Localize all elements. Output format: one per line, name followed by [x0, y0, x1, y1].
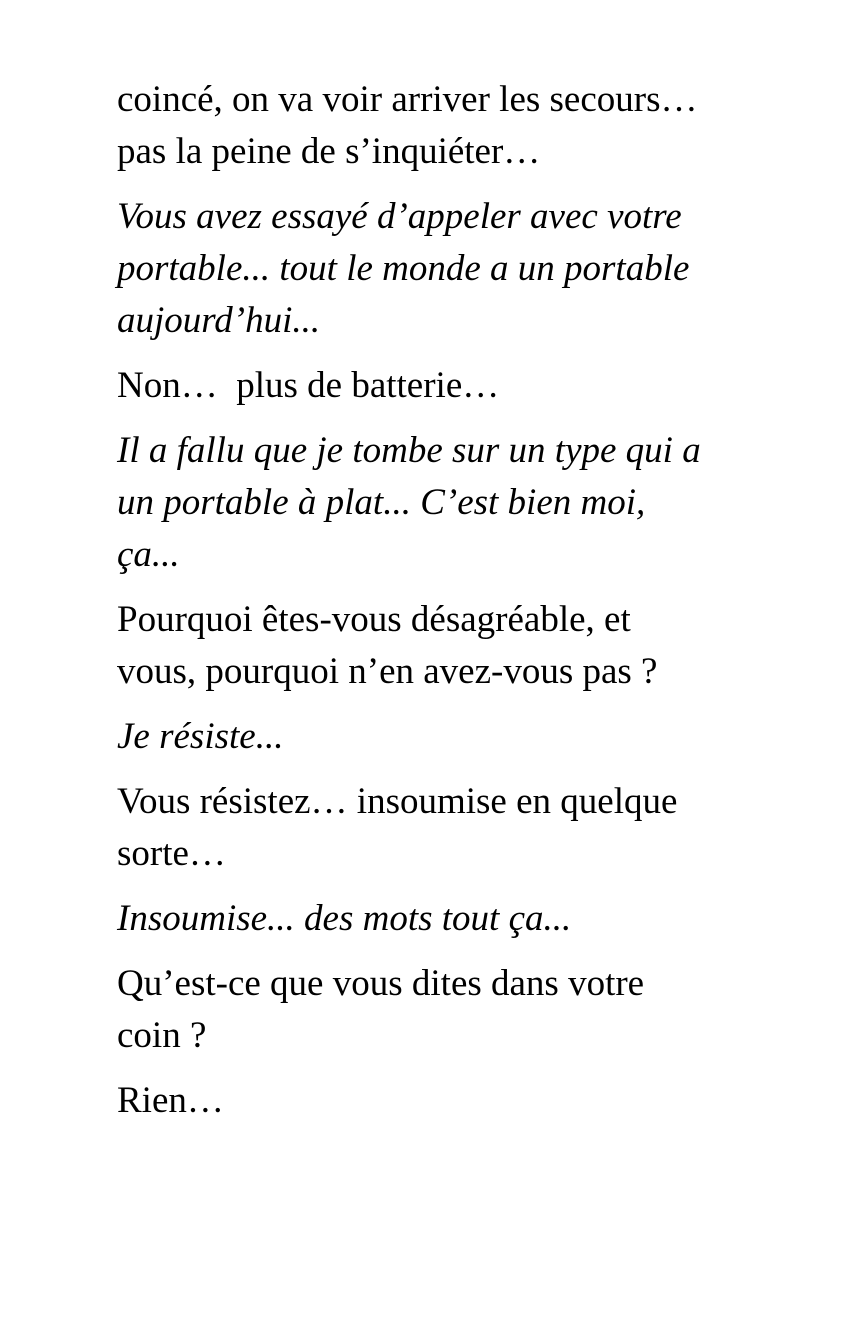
- dialogue-paragraph-9: [117, 958, 757, 1062]
- text-line: Pourquoi êtes-vous désagréable, et: [117, 599, 631, 640]
- document-page: [117, 74, 757, 1140]
- text-line: un portable à plat... C’est bien moi,: [117, 482, 646, 523]
- dialogue-paragraph-4: [117, 425, 757, 581]
- dialogue-paragraph-5: [117, 594, 757, 698]
- text-line: Insoumise... des mots tout ça...: [117, 898, 572, 939]
- text-line: sorte…: [117, 833, 226, 874]
- dialogue-paragraph-1: [117, 74, 757, 178]
- text-line: pas la peine de s’inquiéter…: [117, 131, 541, 172]
- text-line: coin ?: [117, 1015, 207, 1056]
- text-line: Vous avez essayé d’appeler avec votre: [117, 196, 682, 237]
- dialogue-paragraph-7: [117, 776, 757, 880]
- dialogue-paragraph-10: [117, 1075, 757, 1127]
- text-line: Rien…: [117, 1080, 224, 1121]
- text-line: portable... tout le monde a un portable: [117, 248, 690, 289]
- text-line: Il a fallu que je tombe sur un type qui a: [117, 430, 701, 471]
- dialogue-paragraph-2: [117, 191, 757, 347]
- dialogue-paragraph-6: [117, 711, 757, 763]
- text-line: Je résiste...: [117, 716, 284, 757]
- text-line: Vous résistez… insoumise en quelque: [117, 781, 678, 822]
- text-line: ça...: [117, 534, 180, 575]
- text-line: Non… plus de batterie…: [117, 365, 500, 406]
- dialogue-paragraph-3: [117, 360, 757, 412]
- text-line: vous, pourquoi n’en avez-vous pas ?: [117, 651, 658, 692]
- text-line: aujourd’hui...: [117, 300, 321, 341]
- dialogue-paragraph-8: [117, 893, 757, 945]
- text-line: coincé, on va voir arriver les secours…: [117, 79, 698, 120]
- text-line: Qu’est-ce que vous dites dans votre: [117, 963, 645, 1004]
